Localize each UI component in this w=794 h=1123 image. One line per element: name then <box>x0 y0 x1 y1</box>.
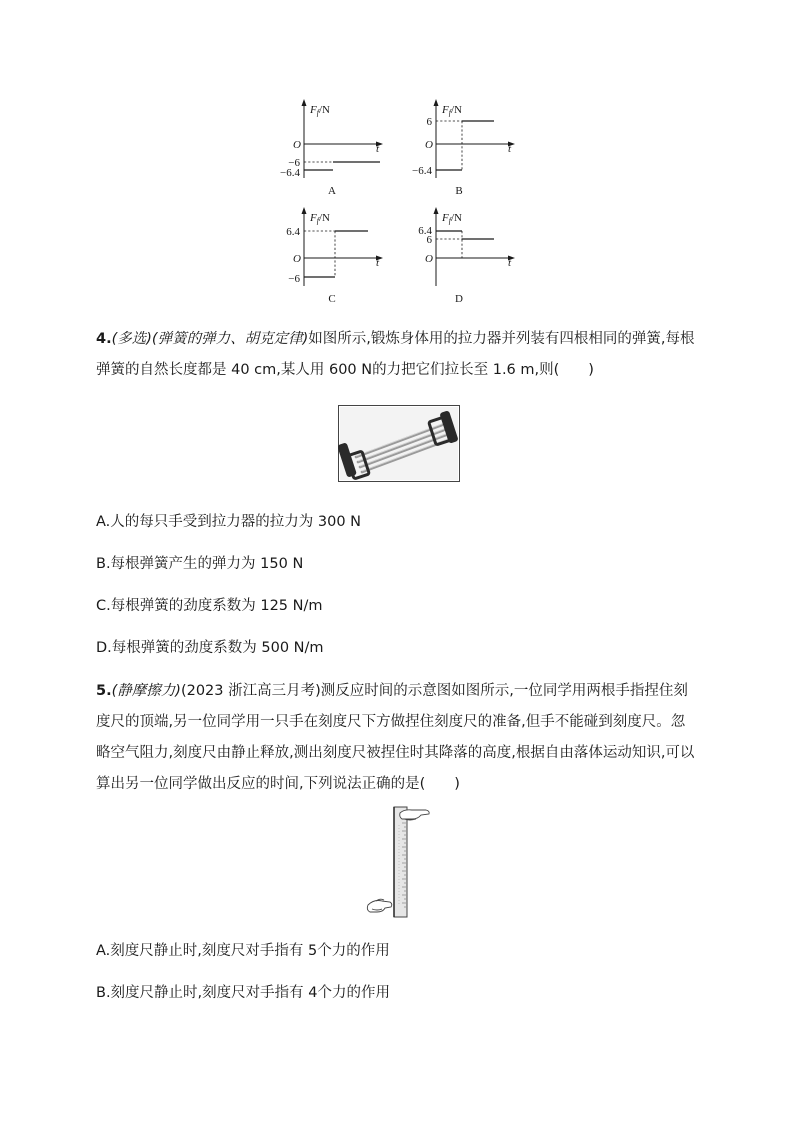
graph-a <box>280 98 390 202</box>
tick-label: −6.4 <box>280 167 300 179</box>
question-body: 如图所示,锻炼身体用的拉力器并列装有四根相同的弹簧,每根弹簧的自然长度都是 40 cm,某人用 600 N的力把它们拉长至 1.6 m,则( ) <box>96 331 695 378</box>
question-number: 5. <box>96 683 112 699</box>
question-tag: (多选)(弹簧的弹力、胡克定律) <box>111 331 309 347</box>
t-axis-label: t <box>508 143 512 155</box>
q4-option-a: A.人的每只手受到拉力器的拉力为 300 N <box>96 514 362 530</box>
y-axis-label: Ff/N <box>442 212 462 225</box>
graph-c-svg <box>280 206 390 310</box>
t-axis-label: t <box>376 257 380 269</box>
y-axis-arrow-icon <box>302 99 307 106</box>
question-4-text <box>96 324 698 386</box>
tick-label: 6 <box>426 234 432 246</box>
origin-label: O <box>425 253 433 265</box>
graph-caption: A <box>328 185 336 197</box>
graph-d <box>412 206 522 310</box>
graph-b <box>412 98 522 202</box>
tick-label: 6.4 <box>418 225 432 237</box>
tick-label: 6.4 <box>286 226 300 238</box>
y-axis-arrow-icon <box>302 207 307 214</box>
y-axis-arrow-icon <box>434 207 439 214</box>
t-axis-label: t <box>376 143 380 155</box>
graph-d-svg <box>412 206 522 310</box>
q4-option-d: D.每根弹簧的劲度系数为 500 N/m <box>96 640 324 656</box>
graph-caption: D <box>455 293 463 305</box>
y-axis-label: Ff/N <box>310 212 330 225</box>
tick-label: −6.4 <box>412 165 432 177</box>
spring-exerciser-image <box>338 405 460 482</box>
origin-label: O <box>425 139 433 151</box>
bottom-hand-icon <box>367 899 391 912</box>
question-number: 4. <box>96 331 112 347</box>
graph-caption: C <box>328 293 336 305</box>
spring-exerciser-figure <box>338 405 460 482</box>
q5-option-b: B.刻度尺静止时,刻度尺对手指有 4个力的作用 <box>96 985 390 1001</box>
reaction-ruler-image <box>364 805 434 923</box>
tick-label: 6 <box>426 116 432 128</box>
graph-caption: B <box>455 185 463 197</box>
origin-label: O <box>293 253 301 265</box>
tick-label: −6 <box>288 157 300 169</box>
q5-option-a: A.刻度尺静止时,刻度尺对手指有 5个力的作用 <box>96 943 390 959</box>
t-axis-label: t <box>508 257 512 269</box>
q4-option-c: C.每根弹簧的劲度系数为 125 N/m <box>96 598 323 614</box>
ruler-icon <box>394 807 407 917</box>
graph-a-svg <box>280 98 390 202</box>
question-tag: (静摩擦力) <box>111 683 181 699</box>
origin-label: O <box>293 139 301 151</box>
tick-label: −6 <box>288 273 300 285</box>
question-5-text <box>96 676 698 800</box>
top-hand-icon <box>400 810 429 820</box>
y-axis-arrow-icon <box>434 99 439 106</box>
question-source: (2023 浙江高三月考) <box>180 683 321 699</box>
y-axis-label: Ff/N <box>310 104 330 117</box>
reaction-ruler-figure <box>364 805 434 923</box>
question-body: 测反应时间的示意图如图所示,一位同学用两根手指捏住刻度尺的顶端,另一位同学用一只手在刻度尺下方做捏住刻度尺的准备,但手不能碰到刻度尺。忽略空气阻力,刻度尺由静止释放,测出刻度尺被捏住时其降落的高度,根据自由落体运动知识,可以算出另一位同学做出反应的时间,下列说法正确的是( ) <box>96 683 695 792</box>
q4-option-b: B.每根弹簧产生的弹力为 150 N <box>96 556 304 572</box>
graph-b-svg <box>412 98 522 202</box>
y-axis-label: Ff/N <box>442 104 462 117</box>
graph-c <box>280 206 390 310</box>
